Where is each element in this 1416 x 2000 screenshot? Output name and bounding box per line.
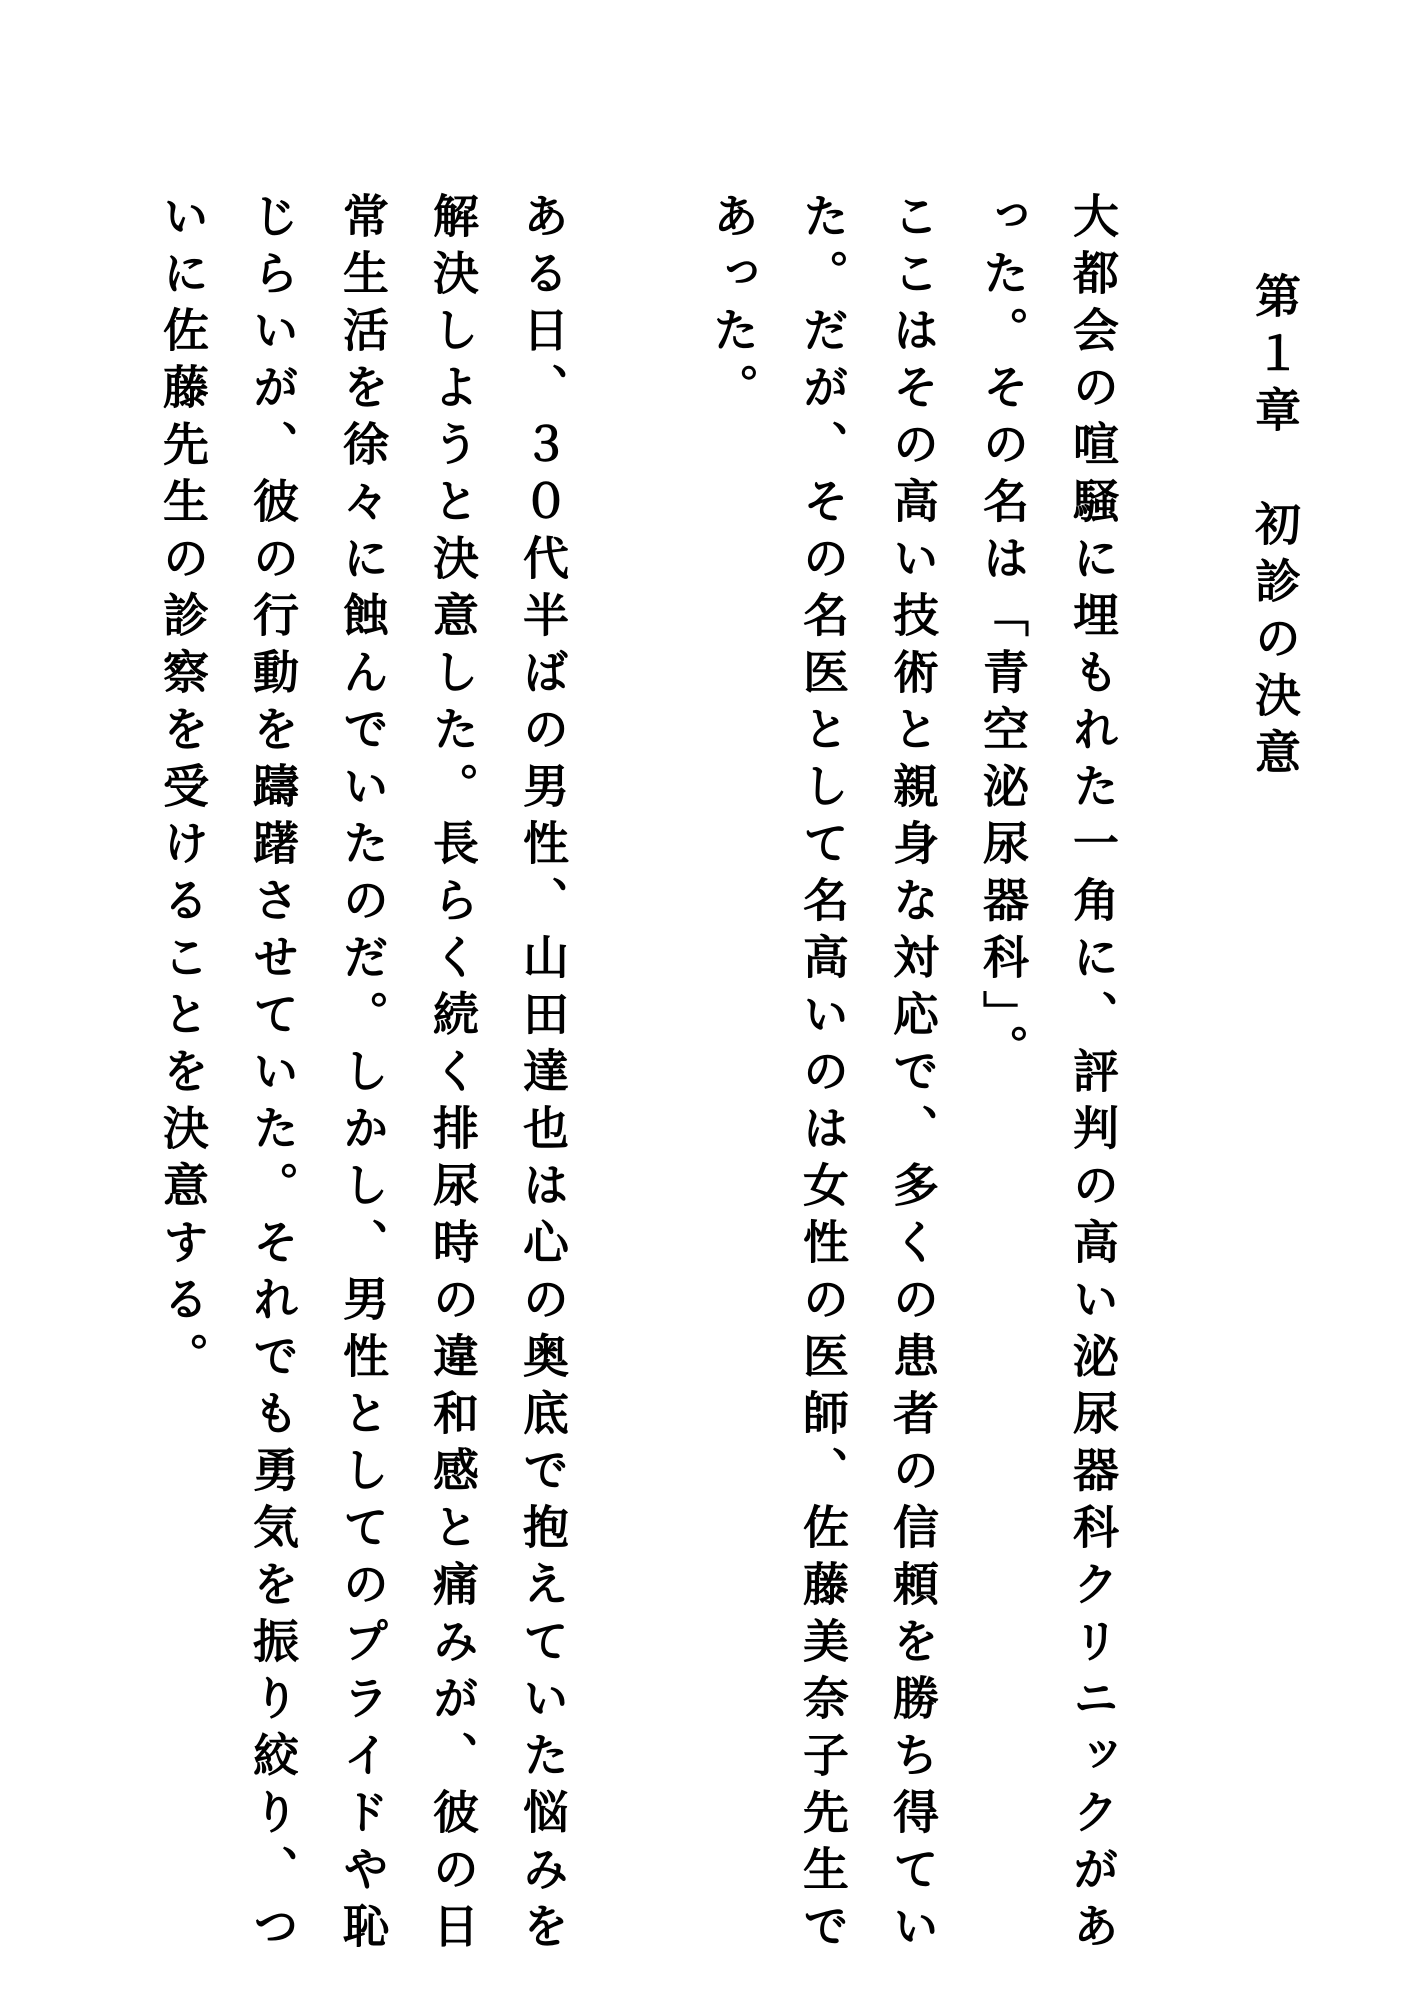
paragraph-line: いに佐藤先生の診察を受けることを決意する。: [156, 192, 210, 1389]
paragraph-1: [700, 192, 1120, 1959]
paragraph-line: あった。: [706, 192, 760, 420]
paragraph-line: 解決しようと決意した。長らく続く排尿時の違和感と痛みが、彼の日: [426, 192, 480, 1959]
paragraph-line: ある日、３０代半ばの男性、山田達也は心の奥底で抱えていた悩みを: [516, 192, 570, 1959]
paragraph-line: じらいが、彼の行動を躊躇させていた。それでも勇気を振り絞り、つ: [246, 192, 300, 1959]
paragraph-line: った。その名は「青空泌尿器科」。: [976, 192, 1030, 1081]
chapter-title: 第１章 初診の決意: [1248, 272, 1302, 785]
paragraph-line: 常生活を徐々に蝕んでいたのだ。しかし、男性としてのプライドや恥: [336, 192, 390, 1959]
paragraph-2: [150, 192, 570, 1959]
paragraph-line: た。だが、その名医として名高いのは女性の医師、佐藤美奈子先生で: [796, 192, 850, 1959]
paragraph-line: 大都会の喧騒に埋もれた一角に、評判の高い泌尿器科クリニックがあ: [1066, 192, 1120, 1959]
paragraph-line: ここはその高い技術と親身な対応で、多くの患者の信頼を勝ち得てい: [886, 192, 940, 1959]
